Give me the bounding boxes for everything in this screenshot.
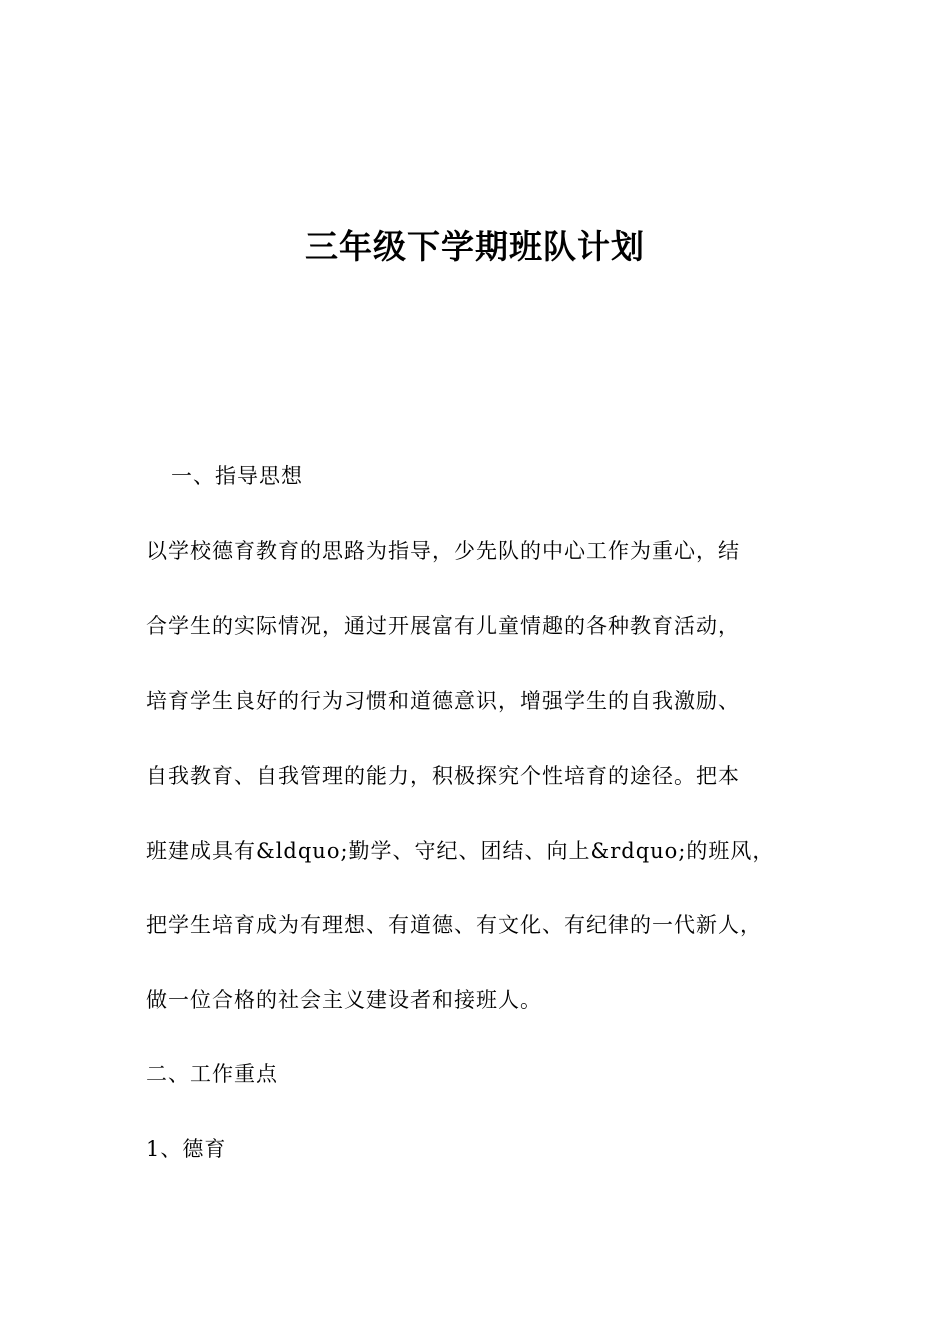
page-title: 三年级下学期班队计划	[305, 227, 645, 266]
section-heading-guiding-thought: 一、指导思想	[171, 464, 303, 488]
section-heading-work-focus: 二、工作重点	[146, 1062, 278, 1086]
subsection-heading-moral-education: 1、德育	[146, 1137, 227, 1161]
paragraph-line: 合学生的实际情况，通过开展富有儿童情趣的各种教育活动，	[146, 614, 740, 638]
paragraph-line: 自我教育、自我管理的能力，积极探究个性培育的途径。把本	[146, 764, 740, 788]
paragraph-line: 班建成具有&ldquo;勤学、守纪、团结、向上&rdquo;的班风，	[146, 839, 775, 863]
paragraph-line: 把学生培育成为有理想、有道德、有文化、有纪律的一代新人，	[146, 913, 762, 937]
paragraph-line: 以学校德育教育的思路为指导，少先队的中心工作为重心，结	[146, 539, 740, 563]
paragraph-line: 培育学生良好的行为习惯和道德意识，增强学生的自我激励、	[146, 689, 740, 713]
paragraph-line: 做一位合格的社会主义建设者和接班人。	[146, 988, 542, 1012]
